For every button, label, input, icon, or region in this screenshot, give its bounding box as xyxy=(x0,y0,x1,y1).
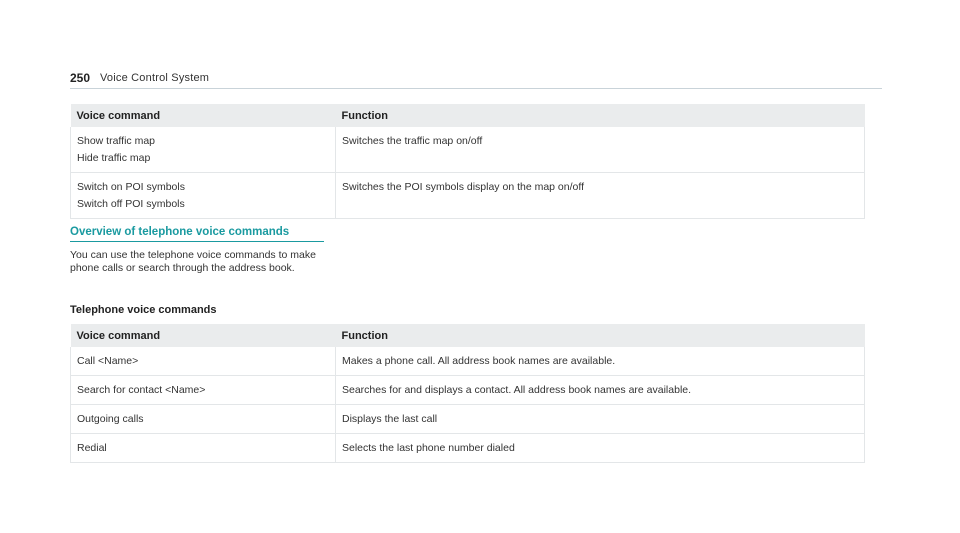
table-header-row xyxy=(71,324,865,347)
command-cell xyxy=(71,173,336,219)
page-header xyxy=(70,70,882,89)
function-cell: Switches the POI symbols display on the map on/off xyxy=(336,173,865,219)
telephone-commands-table xyxy=(70,324,865,463)
command-cell xyxy=(71,127,336,173)
section-title: Voice Control System xyxy=(100,72,210,84)
table-row xyxy=(71,347,865,376)
table-header-row xyxy=(71,104,865,127)
telephone-table-title: Telephone voice commands xyxy=(70,304,217,316)
command-line: Switch off POI symbols xyxy=(77,198,185,210)
table-row xyxy=(71,173,865,219)
telephone-intro-text: You can use the telephone voice commands to make phone calls or search through the address book. xyxy=(70,249,316,274)
column-header-function: Function xyxy=(336,104,865,127)
command-cell: Outgoing calls xyxy=(71,405,336,434)
telephone-section-heading: Overview of telephone voice commands xyxy=(70,226,324,242)
table-row xyxy=(71,405,865,434)
table-row xyxy=(71,376,865,405)
page-number: 250 xyxy=(70,71,91,85)
command-cell: Redial xyxy=(71,434,336,463)
function-cell: Displays the last call xyxy=(336,405,865,434)
column-header-voice-command: Voice command xyxy=(71,104,336,127)
command-line: Show traffic map xyxy=(77,135,156,147)
function-cell: Selects the last phone number dialed xyxy=(336,434,865,463)
table-row xyxy=(71,127,865,173)
command-line: Hide traffic map xyxy=(77,152,151,164)
function-cell: Searches for and displays a contact. All address book names are available. xyxy=(336,376,865,405)
column-header-voice-command: Voice command xyxy=(71,324,336,347)
command-cell: Search for contact <Name> xyxy=(71,376,336,405)
navigation-commands-table xyxy=(70,104,865,219)
function-cell: Makes a phone call. All address book names are available. xyxy=(336,347,865,376)
column-header-function: Function xyxy=(336,324,865,347)
function-cell: Switches the traffic map on/off xyxy=(336,127,865,173)
command-cell: Call <Name> xyxy=(71,347,336,376)
command-line: Switch on POI symbols xyxy=(77,181,185,193)
table-row xyxy=(71,434,865,463)
